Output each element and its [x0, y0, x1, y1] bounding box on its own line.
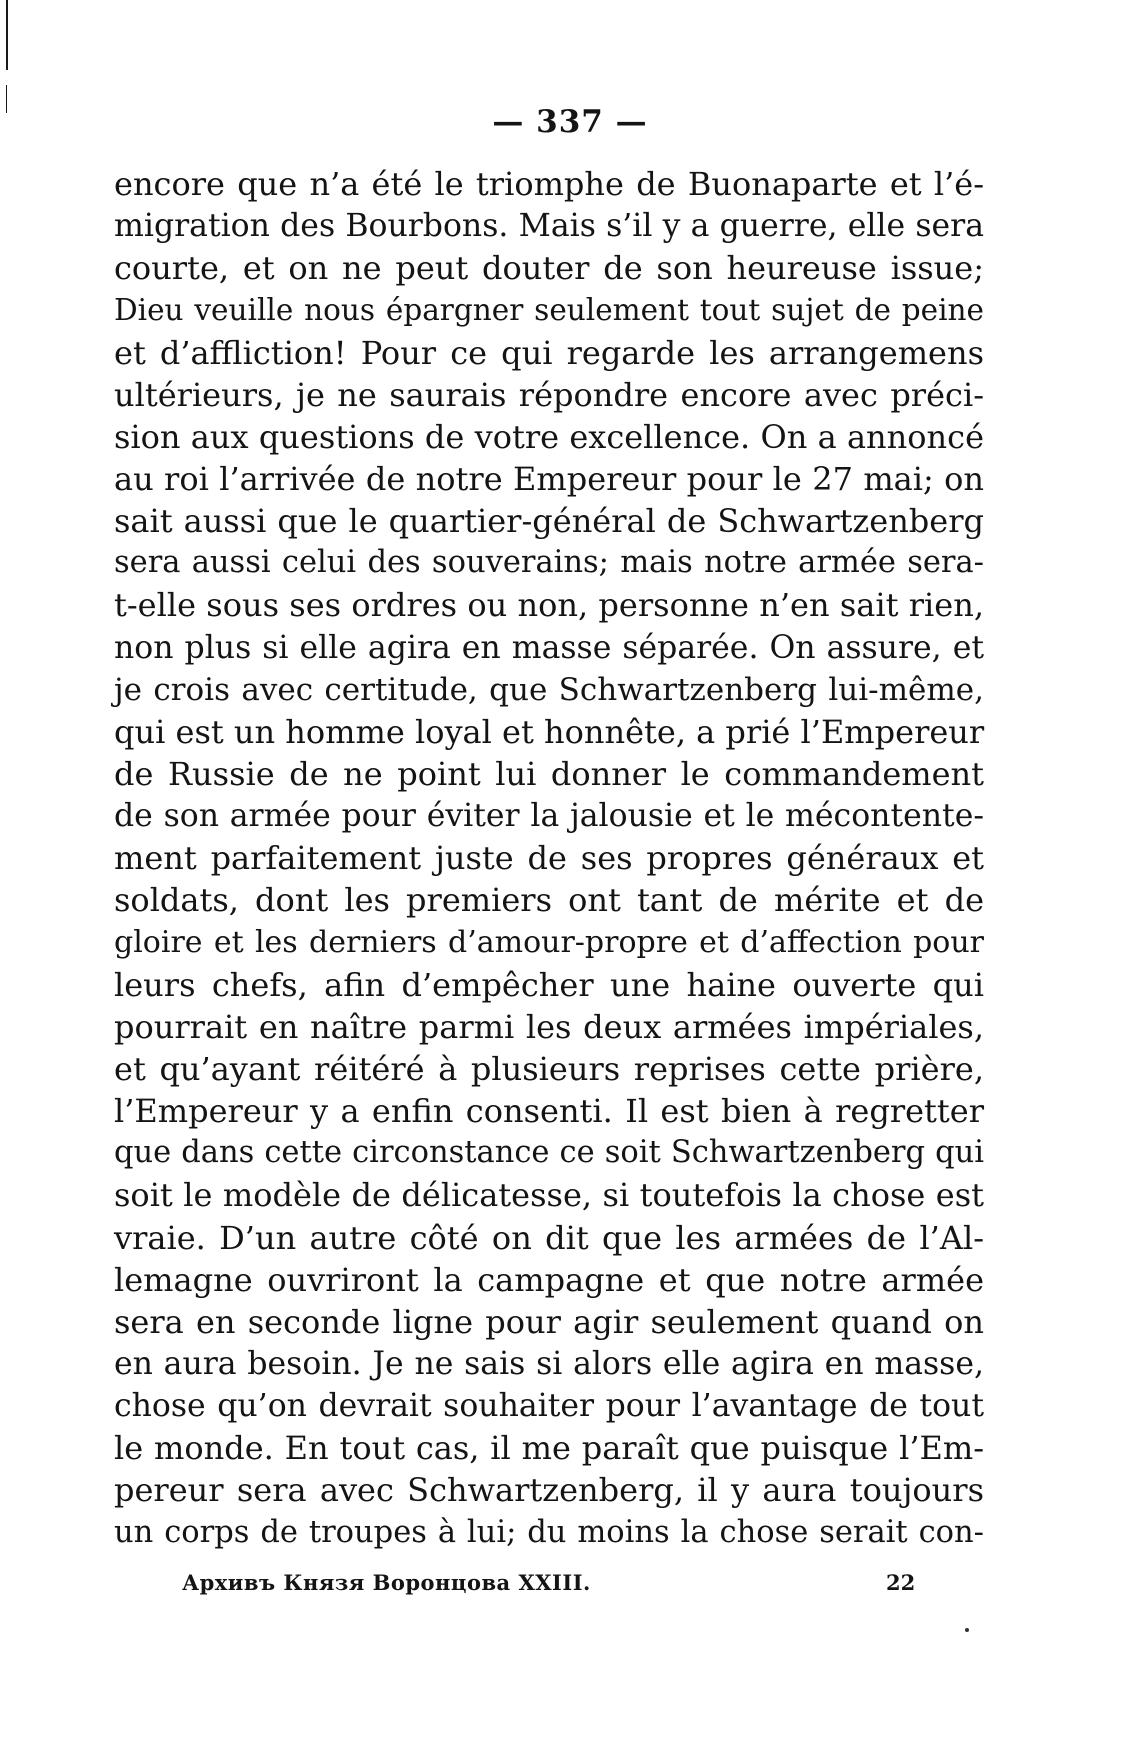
- scan-edge-mark: [6, 0, 8, 70]
- text-line: je crois avec certitude, que Schwartzenberg lui-même,: [114, 671, 984, 708]
- body-text: [114, 163, 984, 1554]
- text-line: l’Empereur y a enfin consenti. Il est bien à regretter: [114, 1092, 984, 1131]
- text-line: chose qu’on devrait souhaiter pour l’avantage de tout: [114, 1388, 984, 1425]
- text-line: sera en seconde ligne pour agir seulement quand on: [114, 1302, 984, 1341]
- text-line: au roi l’arrivée de notre Empereur pour le 27 mai; on: [114, 459, 984, 498]
- text-line: gloire et les derniers d’amour-propre et d’affection pour: [114, 924, 984, 960]
- text-line: et qu’ayant réitéré à plusieurs reprises cette prière,: [114, 1049, 984, 1088]
- sheet-number: 22: [886, 1570, 916, 1595]
- text-line: encore que n’a été le triomphe de Buonaparte et l’é-: [114, 165, 984, 203]
- text-line: pourrait en naître parmi les deux armées impériales,: [114, 1007, 984, 1046]
- page-number: — 337 —: [492, 104, 648, 140]
- text-line: sait aussi que le quartier-général de Schwartzenberg: [114, 502, 984, 541]
- text-line: soit le modèle de délicatesse, si toutefois la chose est: [114, 1176, 984, 1215]
- text-line: vraie. D’un autre côté on dit que les armées de l’Al-: [114, 1218, 984, 1257]
- text-line: et d’affliction! Pour ce qui regarde les arrangemens: [114, 333, 984, 372]
- text-line: sera aussi celui des souverains; mais notre armée sera-: [114, 545, 984, 581]
- text-line: t-elle sous ses ordres ou non, personne n’en sait rien,: [114, 586, 984, 625]
- text-line: non plus si elle agira en masse séparée. On assure, et: [114, 629, 984, 666]
- text-line: sion aux questions de votre excellence. On a annoncé: [114, 417, 984, 456]
- signature-mark: Архивъ Князя Воронцова XXIII.: [182, 1570, 591, 1595]
- text-line: un corps de troupes à lui; du moins la chose serait con-: [114, 1514, 984, 1550]
- text-line: en aura besoin. Je ne sais si alors elle agira en masse,: [114, 1345, 984, 1382]
- text-line: soldats, dont les premiers ont tant de mérite et de: [114, 881, 984, 920]
- text-line: que dans cette circonstance ce soit Schwartzenberg qui: [114, 1135, 984, 1171]
- text-line: pereur sera avec Schwartzenberg, il y aura toujours: [114, 1471, 984, 1510]
- text-line: ultérieurs, je ne saurais répondre encore avec préci-: [114, 375, 984, 414]
- text-line: Dieu veuille nous épargner seulement tout sujet de peine: [114, 293, 984, 328]
- text-line: le monde. En tout cas, il me paraît que puisque l’Em-: [114, 1429, 984, 1468]
- text-line: lemagne ouvriront la campagne et que notre armée: [114, 1260, 984, 1299]
- text-line: migration des Bourbons. Mais s’il y a guerre, elle sera: [114, 208, 984, 245]
- scan-speck: [965, 1628, 969, 1632]
- text-line: de son armée pour éviter la jalousie et le mécontente-: [114, 798, 984, 835]
- text-line: leurs chefs, afin d’empêcher une haine ouverte qui: [114, 965, 984, 1004]
- text-line: qui est un homme loyal et honnête, a prié l’Empereur: [114, 712, 985, 751]
- text-line: de Russie de ne point lui donner le commandement: [114, 754, 984, 793]
- text-line: courte, et on ne peut douter de son heureuse issue;: [114, 249, 984, 288]
- text-line: ment parfaitement juste de ses propres généraux et: [114, 839, 984, 878]
